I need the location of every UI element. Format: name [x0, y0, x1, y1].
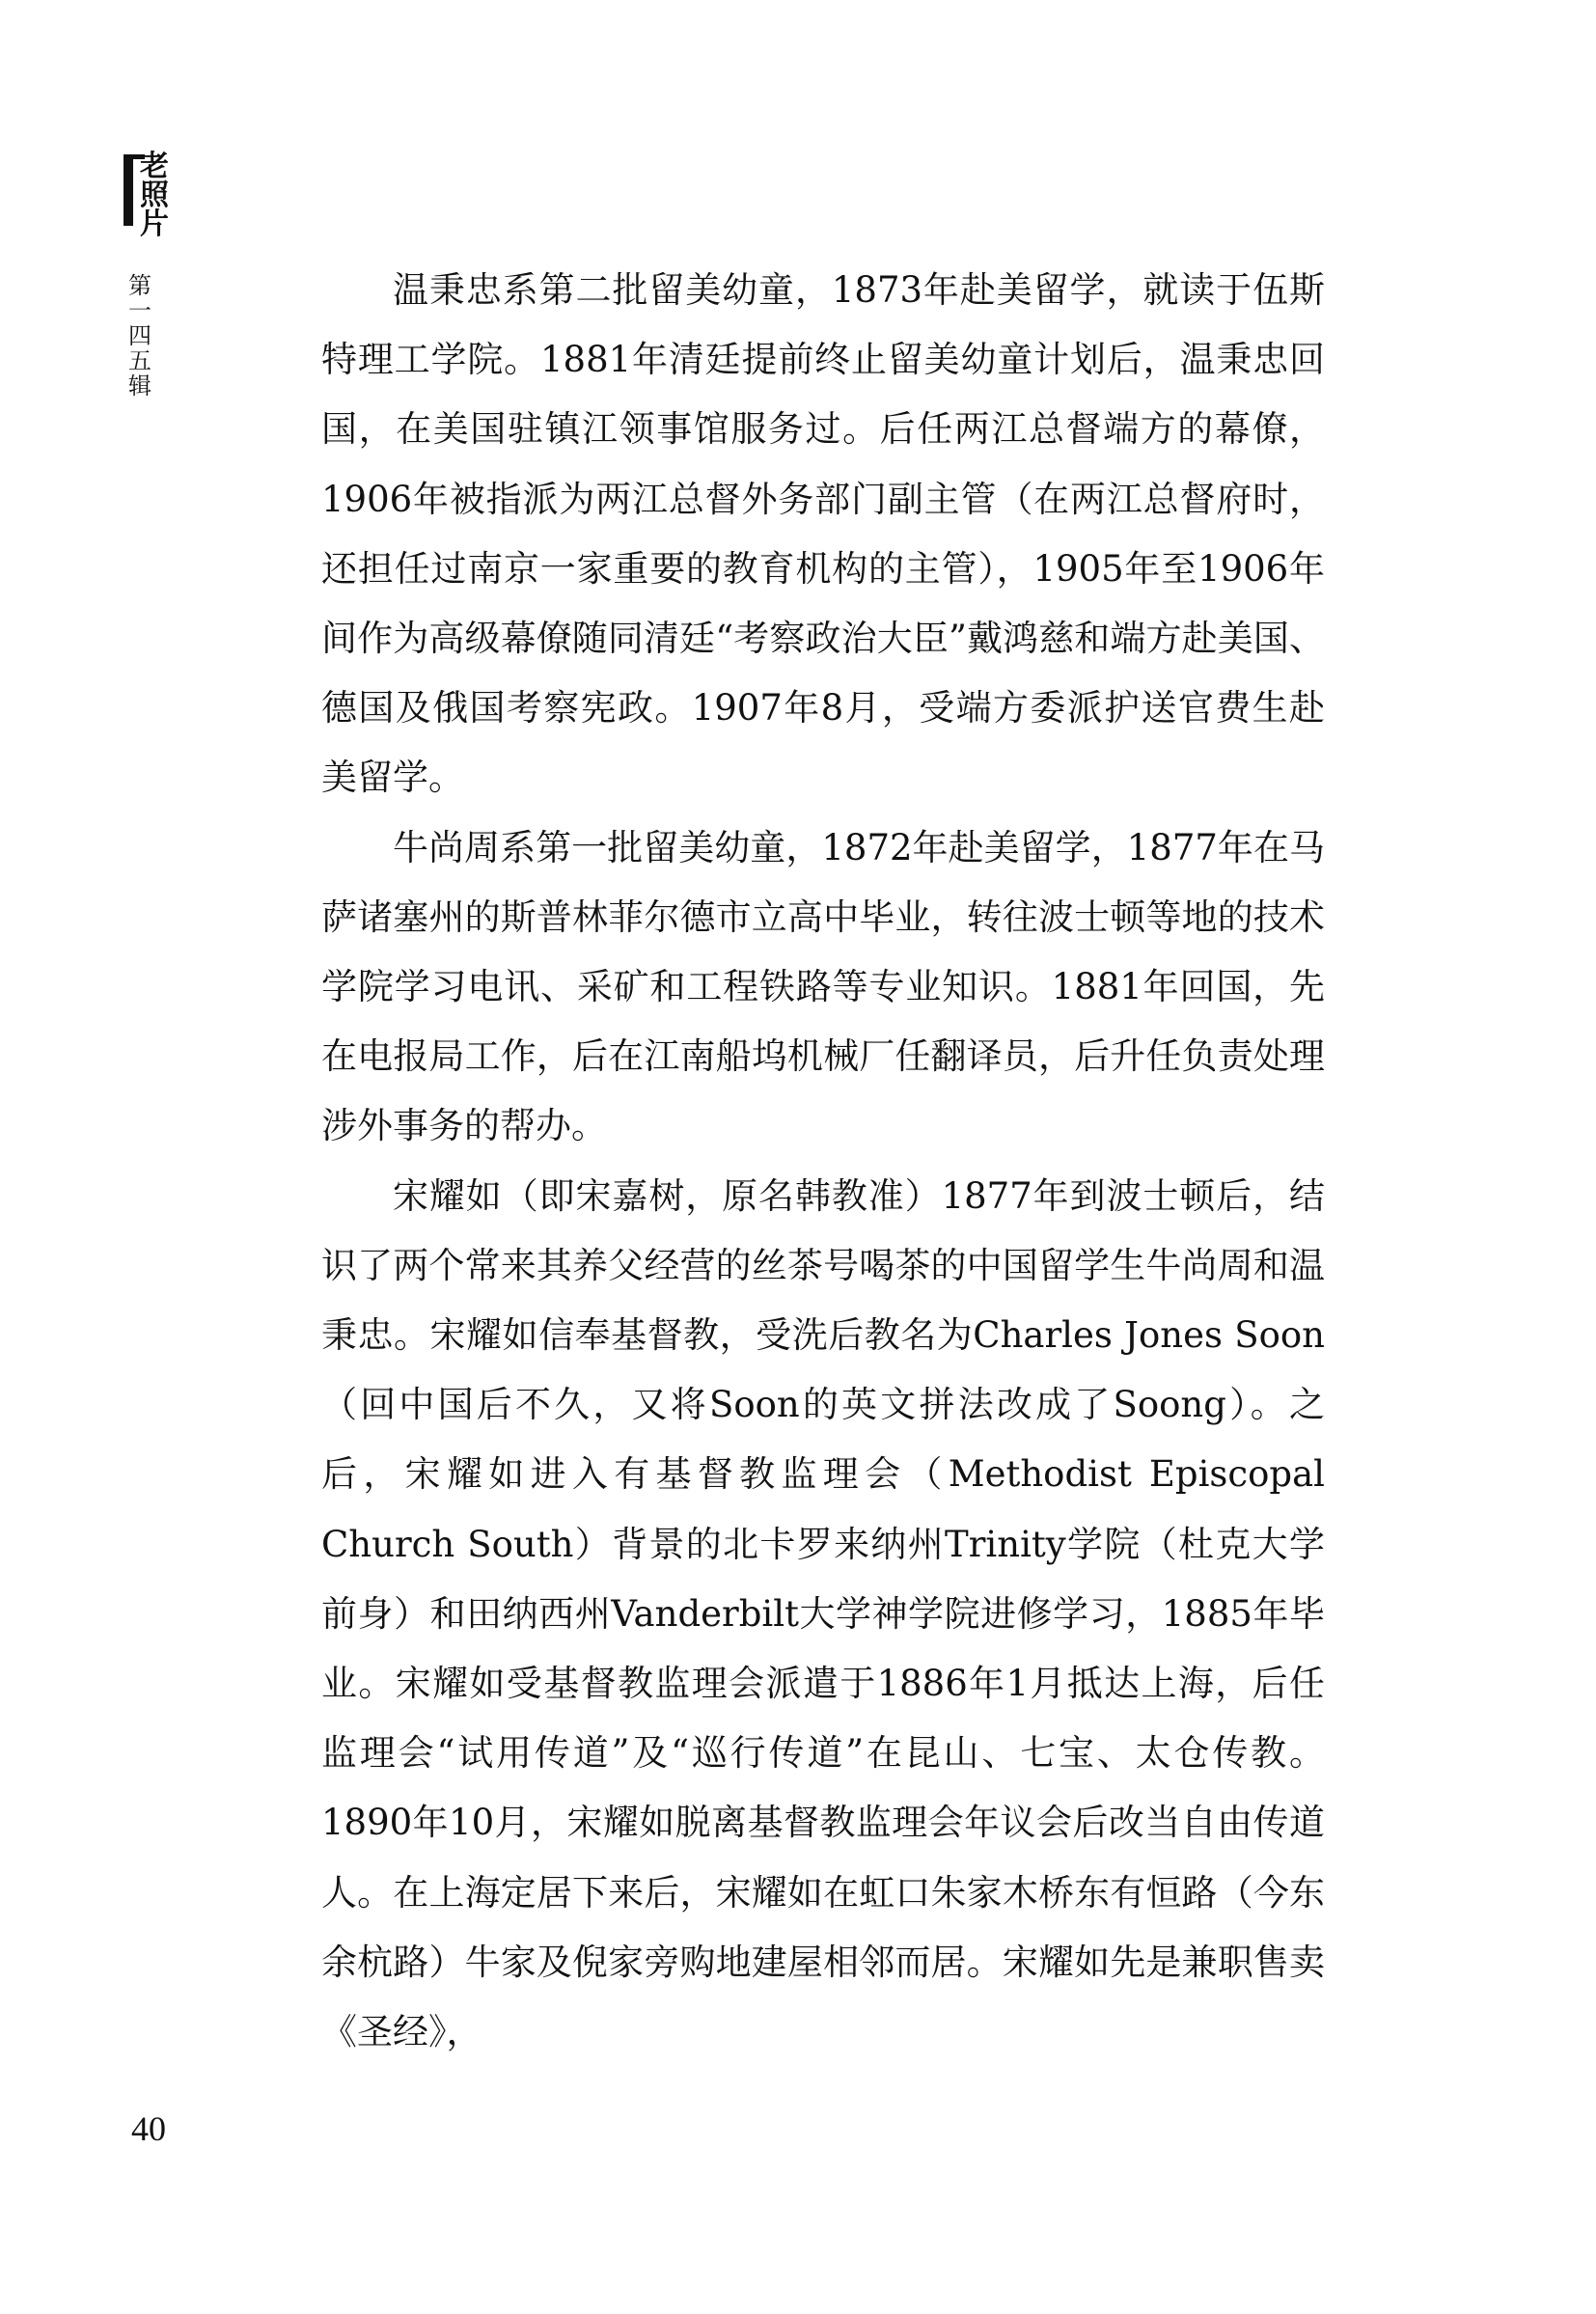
- series-title: 老照片: [140, 150, 169, 241]
- paragraph: 温秉忠系第二批留美幼童，1873年赴美留学，就读于伍斯特理工学院。1881年清廷提前终止留美幼童计划后，温秉忠回国，在美国驻镇江领事馆服务过。后任两江总督端方的幕僚，1906年被指派为两江总督外务部门副主管（在两江总督府时，还担任过南京一家重要的教育机构的主管），1905年至1906年间作为高级幕僚随同清廷“考察政治大臣”戴鸿慈和端方赴美国、德国及俄国考察宪政。1907年8月，受端方委派护送官费生赴美留学。: [321, 269, 1325, 799]
- bracket-bar: [124, 154, 133, 226]
- page-number: 40: [131, 2109, 166, 2148]
- issue-label: 第一四五辑: [128, 272, 151, 399]
- body-text: [321, 256, 1325, 2067]
- paragraph: 牛尚周系第一批留美幼童，1872年赴美留学，1877年在马萨诸塞州的斯普林菲尔德市立高中毕业，转往波士顿等地的技术学院学习电讯、采矿和工程铁路等专业知识。1881年回国，先在电报局工作，后在江南船坞机械厂任翻译员，后升任负责处理涉外事务的帮办。: [321, 826, 1325, 1147]
- paragraph: 宋耀如（即宋嘉树，原名韩教准）1877年到波士顿后，结识了两个常来其养父经营的丝茶号喝茶的中国留学生牛尚周和温秉忠。宋耀如信奉基督教，受洗后教名为Charles Jones Soon（回中国后不久，又将Soon的英文拼法改成了Soong）。之后，宋耀如进入有基督教监理会（Methodist Episcopal Church South）背景的北卡罗来纳州Trinity学院（杜克大学前身）和田纳西州Vanderbilt大学神学院进修学习，1885年毕业。宋耀如受基督教监理会派遣于1886年1月抵达上海，后任监理会“试用传道”及“巡行传道”在昆山、七宝、太仓传教。1890年10月，宋耀如脱离基督教监理会年议会后改当自由传道人。在上海定居下来后，宋耀如在虹口朱家木桥东有恒路（今东余杭路）牛家及倪家旁购地建屋相邻而居。宋耀如先是兼职售卖《圣经》，: [321, 1174, 1325, 2053]
